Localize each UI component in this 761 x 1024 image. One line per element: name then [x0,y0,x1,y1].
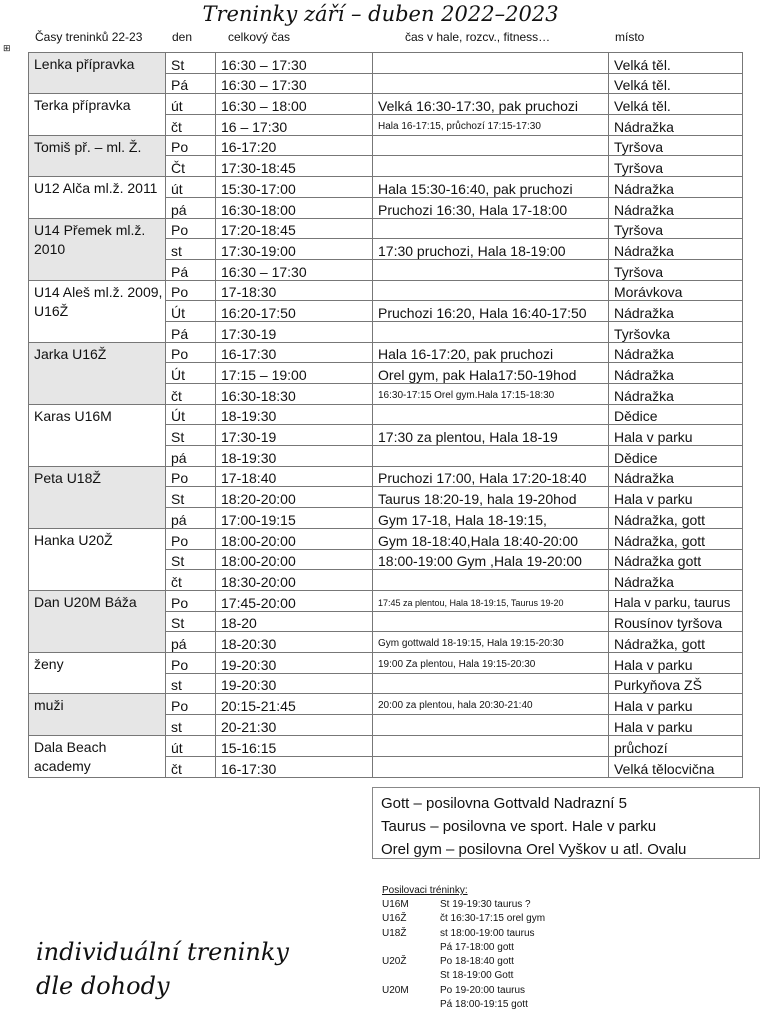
cell-note: Hala 16-17:15, průchozí 17:15-17:30 [373,115,609,136]
header-groups: Časy treninků 22-23 [35,30,143,44]
team-label: U20M [382,984,409,996]
cell-day: pá [166,508,216,529]
cell-place: Dědice [609,404,743,425]
team-label: U16M [382,899,409,910]
cell-place: Morávkova [609,280,743,301]
group-name: Karas U16M [29,404,166,466]
group-name: U14 Aleš ml.ž. 2009, U16Ž [29,280,166,342]
cell-day: st [166,715,216,736]
cell-place: Tyršova [609,218,743,239]
cell-note: Hala 15:30-16:40, pak pruchozi [373,177,609,198]
cell-place: Hala v parku, taurus [609,590,743,611]
cell-time: 18-19:30 [216,446,373,467]
cell-time: 18-20:30 [216,632,373,653]
cell-day: Po [166,342,216,363]
cell-time: 18:20-20:00 [216,487,373,508]
table-row [29,694,743,715]
header-hall-time: čas v hale, rozcv., fitness… [405,30,551,44]
cell-place: Nádražka, gott [609,632,743,653]
list-item [382,898,545,912]
cell-day: st [166,673,216,694]
cell-note [373,321,609,342]
training-text: Po 18-18:40 gott [440,956,514,968]
cell-note [373,756,609,777]
cell-note [373,53,609,74]
training-text: Pá 18:00-19:15 gott [440,999,528,1011]
table-move-handle-icon[interactable]: ⊞ [3,43,11,53]
table-row [29,735,743,756]
table-row [29,177,743,198]
cell-note: Gym gottwald 18-19:15, Hala 19:15-20:30 [373,632,609,653]
cell-day: pá [166,632,216,653]
cell-note [373,446,609,467]
cell-place: Nádražka [609,239,743,260]
cell-note: Pruchozi 17:00, Hala 17:20-18:40 [373,466,609,487]
training-text: Po 19-20:00 taurus [440,984,526,996]
list-item [382,927,545,941]
cell-time: 16:30 – 17:30 [216,53,373,74]
cell-note [373,715,609,736]
cell-time: 19-20:30 [216,673,373,694]
cell-time: 18:00-20:00 [216,549,373,570]
legend-gott: Gott – posilovna Gottvald Nadrazní 5 [381,795,627,812]
cell-time: 20-21:30 [216,715,373,736]
cell-time: 16:30 – 17:30 [216,73,373,94]
cell-note [373,259,609,280]
cell-place: Velká těl. [609,73,743,94]
cell-place: Rousínov tyršova [609,611,743,632]
cell-day: čt [166,384,216,405]
table-row [29,652,743,673]
cell-day: Po [166,694,216,715]
cell-day: Po [166,280,216,301]
header-day: den [172,30,193,44]
cell-place: Tyršova [609,156,743,177]
list-item [382,969,545,983]
cell-day: út [166,735,216,756]
cell-place: Nádražka [609,197,743,218]
cell-day: St [166,549,216,570]
legend-orel: Orel gym – posilovna Orel Vyškov u atl. Ovalu [381,841,687,858]
cell-note: Orel gym, pak Hala17:50-19hod [373,363,609,384]
cell-note [373,404,609,425]
cell-day: Pá [166,321,216,342]
cell-place: Hala v parku [609,715,743,736]
cell-note: Pruchozi 16:20, Hala 16:40-17:50 [373,301,609,322]
cell-day: Po [166,528,216,549]
table-row [29,404,743,425]
cell-time: 16:30-18:00 [216,197,373,218]
group-name: Dan U20M Báža [29,590,166,652]
cell-time: 17:15 – 19:00 [216,363,373,384]
cell-day: st [166,239,216,260]
table-row [29,135,743,156]
cell-time: 18:00-20:00 [216,528,373,549]
cell-place: Nádražka [609,384,743,405]
training-text: St 19-19:30 taurus ? [440,899,531,910]
cell-place: Velká těl. [609,53,743,74]
cell-note: Taurus 18:20-19, hala 19-20hod [373,487,609,508]
cell-place: Velká tělocvična [609,756,743,777]
cell-day: Út [166,363,216,384]
cell-time: 15:30-17:00 [216,177,373,198]
strength-training-list [382,885,545,1012]
cell-note [373,280,609,301]
individual-line-2: dle dohody [36,972,170,1000]
table-row [29,528,743,549]
cell-place: Velká těl. [609,94,743,115]
group-name: Peta U18Ž [29,466,166,528]
cell-day: Pá [166,73,216,94]
cell-time: 17:45-20:00 [216,590,373,611]
header-time: celkový čas [228,30,291,44]
individual-training-note [36,935,289,1003]
group-name: Jarka U16Ž [29,342,166,404]
cell-day: pá [166,197,216,218]
cell-place: průchozí [609,735,743,756]
cell-time: 17-18:40 [216,466,373,487]
header-place: místo [615,30,645,44]
table-row [29,466,743,487]
group-name: muži [29,694,166,735]
group-name: Terka přípravka [29,94,166,135]
cell-day: St [166,53,216,74]
cell-place: Nádražka [609,363,743,384]
cell-time: 15-16:15 [216,735,373,756]
cell-day: čt [166,115,216,136]
cell-time: 18-19:30 [216,404,373,425]
cell-time: 17:30-18:45 [216,156,373,177]
list-item [382,941,545,955]
cell-note: 17:30 za plentou, Hala 18-19 [373,425,609,446]
cell-day: Pá [166,259,216,280]
cell-place: Nádražka gott [609,549,743,570]
cell-place: Nádražka [609,115,743,136]
cell-day: Út [166,301,216,322]
cell-place: Nádražka, gott [609,508,743,529]
cell-place: Tyršova [609,259,743,280]
team-label [382,998,440,1012]
cell-day: Út [166,404,216,425]
group-name: U12 Alča ml.ž. 2011 [29,177,166,218]
cell-time: 19-20:30 [216,652,373,673]
cell-day: St [166,425,216,446]
table-row [29,342,743,363]
cell-note: 17:45 za plentou, Hala 18-19:15, Taurus 19-20 [373,590,609,611]
cell-place: Tyršovka [609,321,743,342]
cell-time: 18:30-20:00 [216,570,373,591]
cell-note [373,611,609,632]
cell-note [373,135,609,156]
table-row [29,218,743,239]
cell-note [373,735,609,756]
cell-note: Gym 18-18:40,Hala 18:40-20:00 [373,528,609,549]
list-item [382,955,545,969]
cell-time: 17:00-19:15 [216,508,373,529]
list-item [382,912,545,926]
cell-place: Nádražka [609,570,743,591]
cell-day: út [166,94,216,115]
legend-taurus: Taurus – posilovna ve sport. Hale v parku [381,818,657,835]
cell-day: čt [166,570,216,591]
cell-place: Nádražka [609,466,743,487]
cell-place: Nádražka [609,301,743,322]
cell-note: 18:00-19:00 Gym ,Hala 19-20:00 [373,549,609,570]
cell-note [373,673,609,694]
cell-place: Hala v parku [609,652,743,673]
team-label: U18Ž [382,927,407,939]
cell-day: Po [166,135,216,156]
cell-time: 16:30 – 18:00 [216,94,373,115]
table-row [29,590,743,611]
page-title: Treninky září – duben 2022–2023 [202,2,559,26]
training-text: Pá 17-18:00 gott [440,941,514,953]
table-row [29,53,743,74]
group-name: Dala Beach academy [29,735,166,777]
cell-place: Nádražka [609,342,743,363]
cell-place: Nádražka [609,177,743,198]
cell-day: Po [166,652,216,673]
cell-day: pá [166,446,216,467]
cell-place: Hala v parku [609,425,743,446]
cell-time: 17:20-18:45 [216,218,373,239]
cell-note: Pruchozi 16:30, Hala 17-18:00 [373,197,609,218]
group-name: Hanka U20Ž [29,528,166,590]
cell-day: út [166,177,216,198]
cell-time: 16:30-18:30 [216,384,373,405]
group-name: U14 Přemek ml.ž. 2010 [29,218,166,280]
cell-time: 17:30-19 [216,425,373,446]
cell-note: 16:30-17:15 Orel gym.Hala 17:15-18:30 [373,384,609,405]
table-row [29,280,743,301]
cell-time: 16:30 – 17:30 [216,259,373,280]
cell-note [373,218,609,239]
cell-time: 17:30-19 [216,321,373,342]
cell-note [373,73,609,94]
cell-place: Hala v parku [609,487,743,508]
team-label [382,941,440,955]
cell-note: Velká 16:30-17:30, pak pruchozi [373,94,609,115]
table-row [29,94,743,115]
strength-training-title: Posilovaci tréninky: [382,885,468,896]
cell-place: Purkyňova ZŠ [609,673,743,694]
training-text: st 18:00-19:00 taurus [440,927,535,939]
cell-day: Po [166,466,216,487]
cell-note: Gym 17-18, Hala 18-19:15, [373,508,609,529]
list-item [382,998,545,1012]
list-item [382,984,545,998]
cell-note: 20:00 za plentou, hala 20:30-21:40 [373,694,609,715]
cell-time: 16-17:20 [216,135,373,156]
cell-note: Hala 16-17:20, pak pruchozi [373,342,609,363]
team-label [382,969,440,983]
cell-note [373,156,609,177]
cell-note: 19:00 Za plentou, Hala 19:15-20:30 [373,652,609,673]
cell-time: 20:15-21:45 [216,694,373,715]
individual-line-1: individuální treninky [36,938,289,966]
group-name: ženy [29,652,166,693]
cell-day: Po [166,590,216,611]
cell-note [373,570,609,591]
cell-time: 16 – 17:30 [216,115,373,136]
cell-day: Po [166,218,216,239]
group-name: Tomiš př. – ml. Ž. [29,135,166,176]
cell-time: 17-18:30 [216,280,373,301]
cell-time: 17:30-19:00 [216,239,373,260]
cell-place: Tyršova [609,135,743,156]
group-name: Lenka přípravka [29,53,166,94]
cell-time: 16-17:30 [216,756,373,777]
cell-place: Hala v parku [609,694,743,715]
cell-place: Dědice [609,446,743,467]
cell-time: 16-17:30 [216,342,373,363]
cell-place: Nádražka, gott [609,528,743,549]
cell-day: St [166,487,216,508]
training-text: St 18-19:00 Gott [440,970,514,982]
cell-time: 16:20-17:50 [216,301,373,322]
schedule-table [28,52,743,778]
cell-day: Čt [166,156,216,177]
cell-time: 18-20 [216,611,373,632]
cell-day: St [166,611,216,632]
gym-legend [372,787,760,859]
cell-day: čt [166,756,216,777]
training-text: čt 16:30-17:15 orel gym [440,913,546,925]
cell-note: 17:30 pruchozi, Hala 18-19:00 [373,239,609,260]
team-label: U16Ž [382,913,407,925]
team-label: U20Ž [382,956,407,968]
